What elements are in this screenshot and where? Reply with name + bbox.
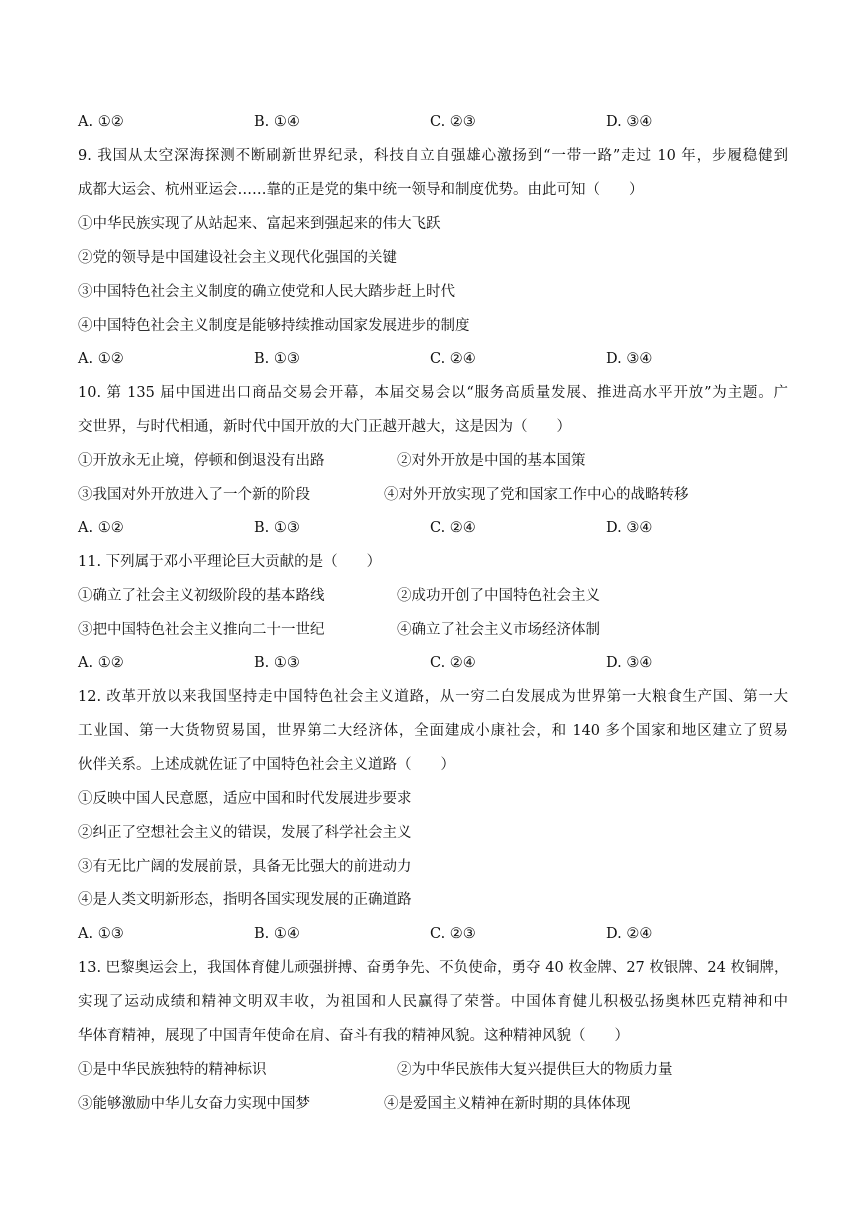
q12-choice-c: C. ②③ bbox=[430, 926, 476, 942]
q10-choice-b: B. ①③ bbox=[254, 520, 300, 536]
q13-statement-1: ①是中华民族独特的精神标识 bbox=[78, 1062, 267, 1078]
q12-choice-d: D. ②④ bbox=[606, 926, 653, 942]
q8-choice-d: D. ③④ bbox=[606, 114, 653, 130]
q10-choice-c: C. ②④ bbox=[430, 520, 476, 536]
q13-statement-2: ②为中华民族伟大复兴提供巨大的物质力量 bbox=[397, 1062, 673, 1078]
q9-statement-3: ③中国特色社会主义制度的确立使党和人民大踏步赶上时代 bbox=[78, 284, 455, 300]
q10-statement-3: ③我国对外开放进入了一个新的阶段 bbox=[78, 487, 310, 503]
q12-statement-2: ②纠正了空想社会主义的错误，发展了科学社会主义 bbox=[78, 825, 412, 841]
q12-stem-line2: 工业国、第一大货物贸易国，世界第二大经济体，全面建成小康社会，和 140 多个国家和地区建立了贸易 bbox=[78, 723, 788, 739]
q11-choice-d: D. ③④ bbox=[606, 655, 653, 671]
q11-statement-3: ③把中国特色社会主义推向二十一世纪 bbox=[78, 622, 325, 638]
q9-statement-1: ①中华民族实现了从站起来、富起来到强起来的伟大飞跃 bbox=[78, 216, 441, 232]
q11-statement-2: ②成功开创了中国特色社会主义 bbox=[397, 588, 600, 604]
q12-stem-line3: 伙伴关系。上述成就佐证了中国特色社会主义道路（ ） bbox=[78, 757, 455, 773]
q8-choice-a: A. ①② bbox=[78, 114, 124, 130]
q11-choice-b: B. ①③ bbox=[254, 655, 300, 671]
q9-choice-d: D. ③④ bbox=[606, 351, 653, 367]
q9-statement-2: ②党的领导是中国建设社会主义现代化强国的关键 bbox=[78, 250, 397, 266]
q12-choices bbox=[78, 923, 788, 945]
q11-statements-row1 bbox=[78, 585, 788, 607]
q13-statements-row2 bbox=[78, 1093, 788, 1115]
q11-choice-c: C. ②④ bbox=[430, 655, 476, 671]
q10-choice-a: A. ①② bbox=[78, 520, 124, 536]
q12-choice-b: B. ①④ bbox=[254, 926, 300, 942]
q10-statements-row1 bbox=[78, 450, 788, 472]
q9-stem-line2: 成都大运会、杭州亚运会……靠的正是党的集中统一领导和制度优势。由此可知（ ） bbox=[78, 182, 644, 198]
q10-stem-line1: 10. 第 135 届中国进出口商品交易会开幕，本届交易会以“服务高质量发展、推进高水平开放”为主题。广 bbox=[78, 385, 788, 401]
q8-choice-b: B. ①④ bbox=[254, 114, 300, 130]
q9-stem-line1: 9. 我国从太空深海探测不断刷新世界纪录，科技自立自强雄心激扬到“一带一路”走过 10 年，步履稳健到 bbox=[78, 148, 788, 164]
q9-statement-4: ④中国特色社会主义制度是能够持续推动国家发展进步的制度 bbox=[78, 318, 470, 334]
q11-statements-row2 bbox=[78, 619, 788, 641]
q11-statement-4: ④确立了社会主义市场经济体制 bbox=[397, 622, 600, 638]
q10-statement-2: ②对外开放是中国的基本国策 bbox=[397, 453, 586, 469]
q10-choices bbox=[78, 517, 788, 539]
q13-stem-line2: 实现了运动成绩和精神文明双丰收，为祖国和人民赢得了荣誉。中国体育健儿积极弘扬奥林匹克精神和中 bbox=[78, 994, 788, 1010]
q10-statements-row2 bbox=[78, 484, 788, 506]
q13-statements-row1 bbox=[78, 1059, 788, 1081]
q8-choice-c: C. ②③ bbox=[430, 114, 476, 130]
q10-statement-4: ④对外开放实现了党和国家工作中心的战略转移 bbox=[384, 487, 689, 503]
q12-stem-line1: 12. 改革开放以来我国坚持走中国特色社会主义道路，从一穷二白发展成为世界第一大粮食生产国、第一大 bbox=[78, 689, 788, 705]
q10-stem-line2: 交世界，与时代相通，新时代中国开放的大门正越开越大，这是因为（ ） bbox=[78, 419, 571, 435]
q11-statement-1: ①确立了社会主义初级阶段的基本路线 bbox=[78, 588, 325, 604]
q12-statement-3: ③有无比广阔的发展前景，具备无比强大的前进动力 bbox=[78, 859, 412, 875]
q9-choice-c: C. ②④ bbox=[430, 351, 476, 367]
q12-choice-a: A. ①③ bbox=[78, 926, 124, 942]
q12-statement-4: ④是人类文明新形态，指明各国实现发展的正确道路 bbox=[78, 892, 412, 908]
q8-choices bbox=[78, 111, 788, 133]
q12-statement-1: ①反映中国人民意愿，适应中国和时代发展进步要求 bbox=[78, 791, 412, 807]
q13-statement-4: ④是爱国主义精神在新时期的具体体现 bbox=[384, 1096, 631, 1112]
q11-choice-a: A. ①② bbox=[78, 655, 124, 671]
q11-stem-line1: 11. 下列属于邓小平理论巨大贡献的是（ ） bbox=[78, 554, 382, 570]
q11-choices bbox=[78, 652, 788, 674]
q13-statement-3: ③能够激励中华儿女奋力实现中国梦 bbox=[78, 1096, 310, 1112]
q13-stem-line3: 华体育精神，展现了中国青年使命在肩、奋斗有我的精神风貌。这种精神风貌（ ） bbox=[78, 1028, 629, 1044]
q10-statement-1: ①开放永无止境，停顿和倒退没有出路 bbox=[78, 453, 325, 469]
q9-choice-b: B. ①③ bbox=[254, 351, 300, 367]
q9-choice-a: A. ①② bbox=[78, 351, 124, 367]
q13-stem-line1: 13. 巴黎奥运会上，我国体育健儿顽强拼搏、奋勇争先、不负使命，勇夺 40 枚金牌、27 枚银牌、24 枚铜牌， bbox=[78, 960, 789, 976]
q9-choices bbox=[78, 348, 788, 370]
q10-choice-d: D. ③④ bbox=[606, 520, 653, 536]
